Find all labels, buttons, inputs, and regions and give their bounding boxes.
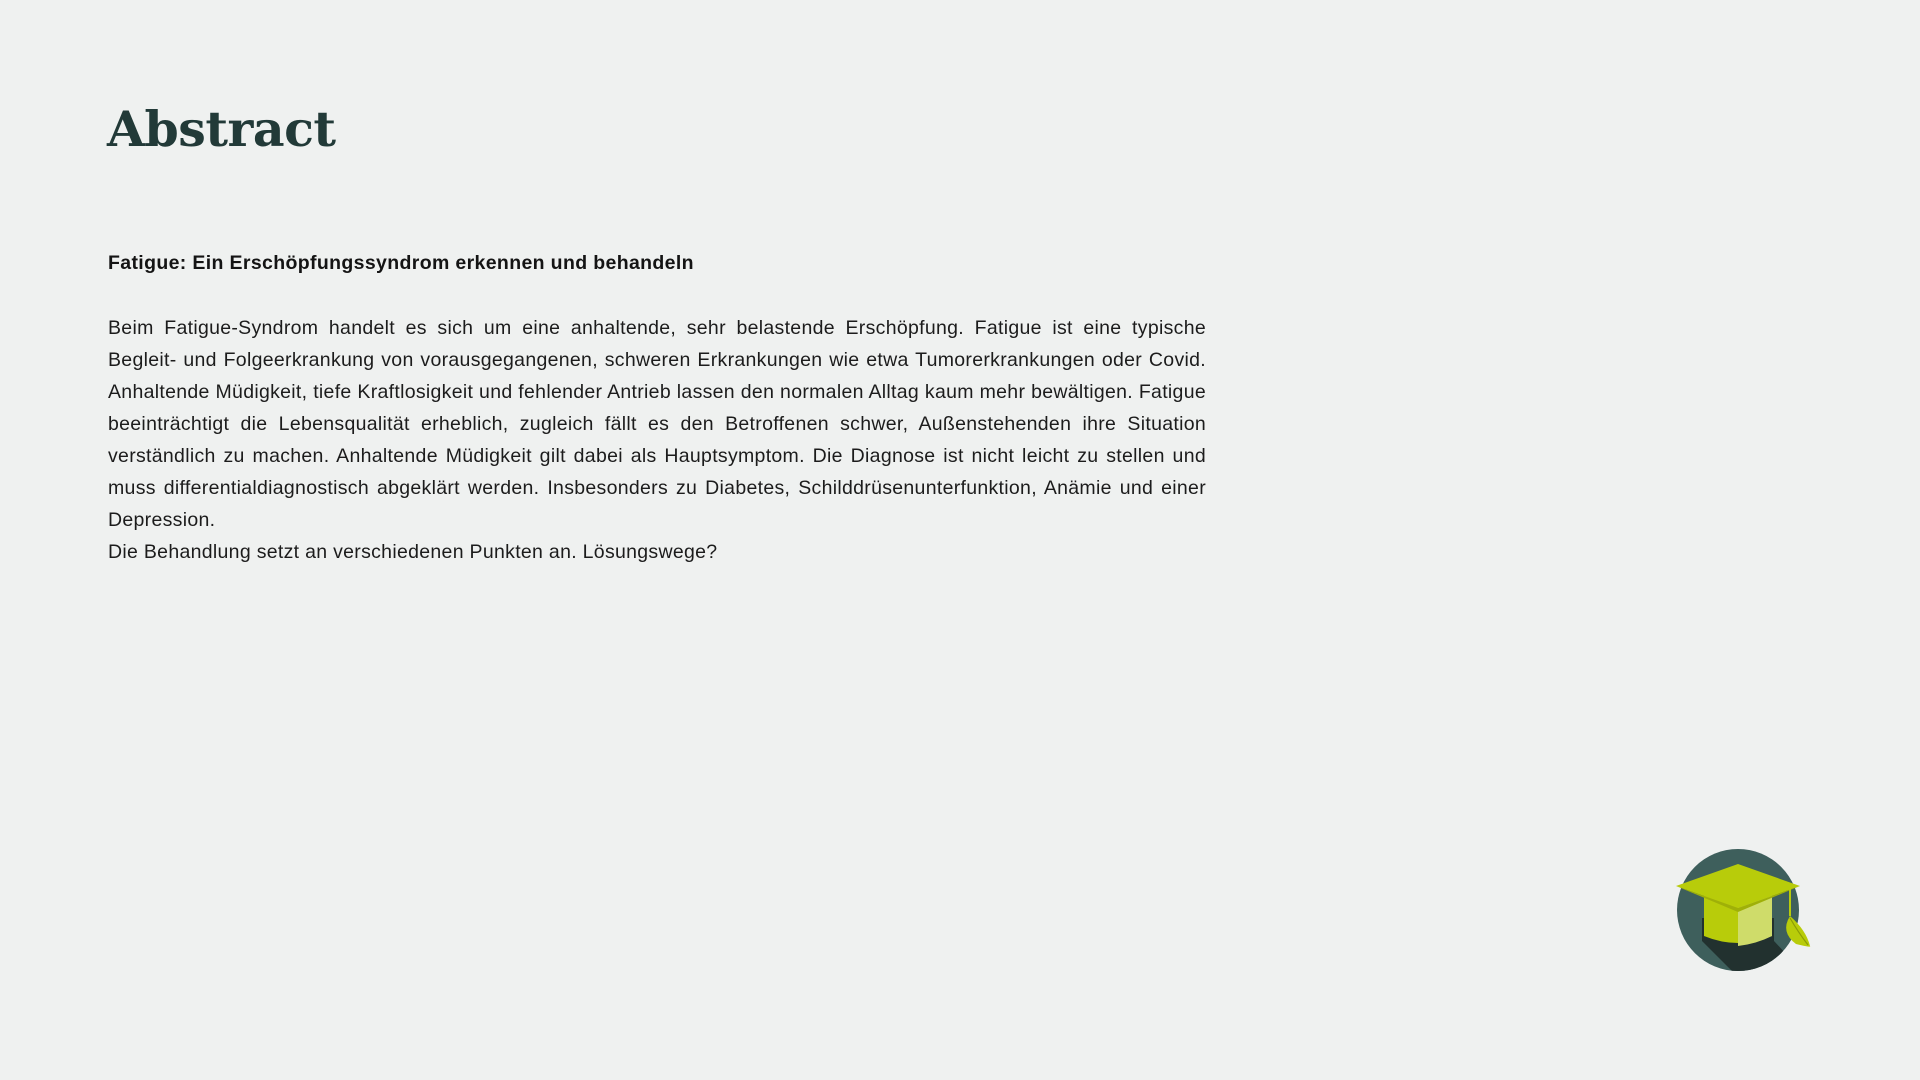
abstract-body — [108, 312, 1206, 568]
abstract-paragraph-closing: Die Behandlung setzt an verschiedenen Punkten an. Lösungswege? — [108, 541, 718, 563]
slide-title: Abstract — [107, 100, 336, 158]
slide-subtitle: Fatigue: Ein Erschöpfungssyndrom erkennen und behandeln — [108, 252, 694, 274]
graduation-cap-icon — [1672, 846, 1812, 976]
abstract-paragraph: Beim Fatigue-Syndrom handelt es sich um eine anhaltende, sehr belastende Erschöpfung. Fatigue ist eine typische Begleit- und Folgeerkrankung von vorausgegangenen, schweren Erkrankungen wie etwa Tumorerkrankungen oder Covid. Anhaltende Müdigkeit, tiefe Kraftlosigkeit und fehlender Antrieb lassen den normalen Alltag kaum mehr bewältigen. Fatigue beeinträchtigt die Lebensqualität erheblich, zugleich fällt es den Betroffenen schwer, Außenstehenden ihre Situation verständlich zu machen. Anhaltende Müdigkeit gilt dabei als Hauptsymptom. Die Diagnose ist nicht leicht zu stellen und muss differentialdiagnostisch abgeklärt werden. Insbesonders zu Diabetes, Schilddrüsenunterfunktion, Anämie und einer Depression. — [108, 317, 1206, 531]
